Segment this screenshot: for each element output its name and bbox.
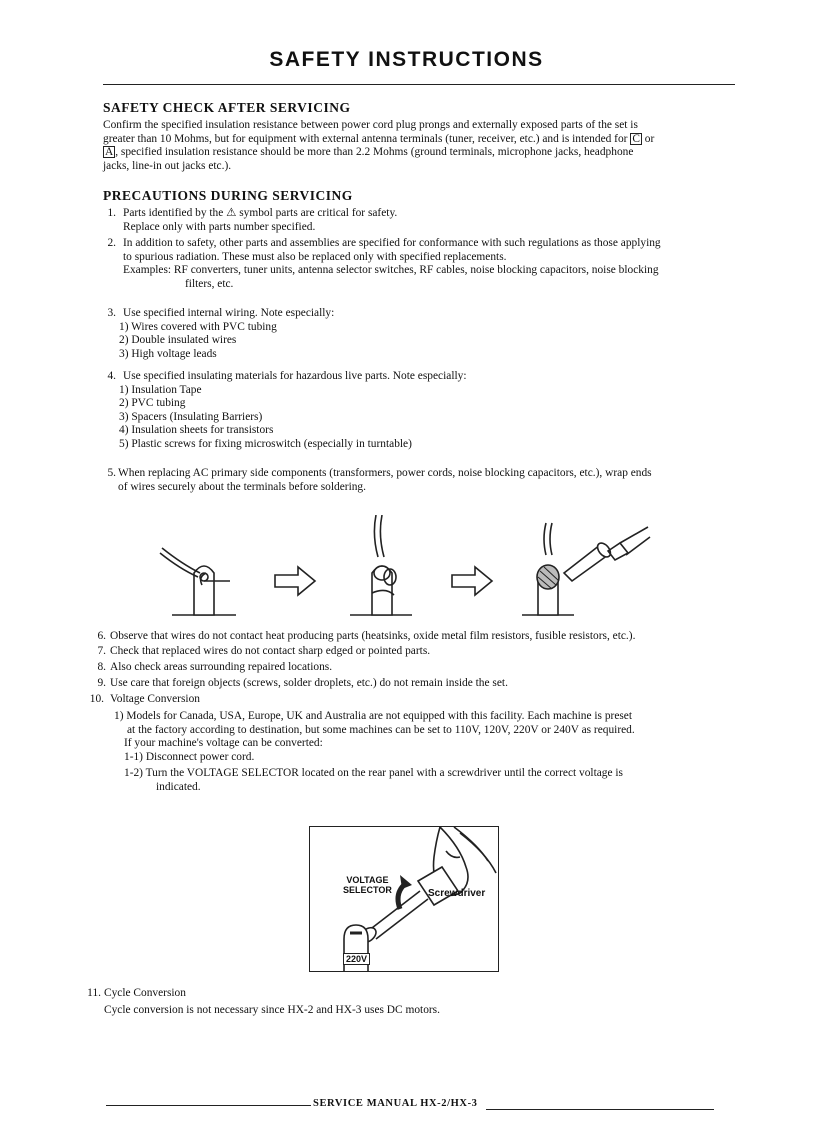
safety-line-4: jacks, line-in out jacks etc.).	[103, 159, 232, 172]
item-1-text-b: symbol parts are critical for safety.	[239, 207, 398, 219]
item-3-sub-3: 3) High voltage leads	[119, 347, 217, 360]
item-10-step-1: 1-1) Disconnect power cord.	[124, 750, 255, 763]
item-10-sub-1-line-2: at the factory according to destination, but some machines can be set to 110V, 120V, 220V or 240V as required.	[127, 723, 635, 736]
item-5-line-2: of wires securely about the terminals before soldering.	[118, 480, 366, 493]
arrow-right-icon	[452, 567, 492, 595]
item-4-num: 4.	[107, 370, 116, 382]
box-a: A	[105, 146, 114, 158]
item-5-num: 5.	[107, 467, 116, 479]
voltage-value-label: 220V	[343, 953, 370, 965]
terminal-stage-1	[160, 548, 236, 615]
terminal-stage-2	[350, 515, 412, 615]
wiring-illustration	[150, 515, 660, 625]
item-1	[123, 207, 743, 234]
footer-text: SERVICE MANUAL HX-2/HX-3	[313, 1098, 478, 1109]
item-10-step-2-line-1: 1-2) Turn the VOLTAGE SELECTOR located on the rear panel with a screwdriver until the correct voltage is	[124, 767, 623, 779]
safety-line-3-text: , specified insulation resistance should be more than 2.2 Mohms (ground terminals, microphone jacks, headphone	[115, 146, 634, 158]
item-3	[119, 307, 743, 361]
item-3-line-1: Use specified internal wiring. Note especially:	[123, 307, 335, 319]
terminal-stage-3	[522, 523, 650, 615]
or-text: or	[644, 132, 655, 145]
item-4-sub-4: 4) Insulation sheets for transistors	[119, 424, 274, 436]
voltage-selector-label	[343, 875, 392, 895]
screwdriver-label: Screwdriver	[428, 888, 486, 899]
title-rule	[103, 84, 735, 85]
item-4-sub-1: 1) Insulation Tape	[119, 383, 202, 396]
item-7-text: Check that replaced wires do not contact sharp edged or pointed parts.	[110, 645, 431, 657]
item-9-num: 9.	[97, 677, 106, 689]
item-11-num: 11.	[87, 987, 101, 999]
item-2-line-4: filters, etc.	[185, 277, 234, 290]
item-10-text: Voltage Conversion	[110, 693, 200, 705]
box-c: C	[632, 132, 640, 145]
voltage-selector-figure	[309, 826, 499, 972]
footer-rule-left	[106, 1105, 311, 1106]
item-2-num: 2.	[107, 237, 116, 249]
safety-line-3	[103, 146, 743, 160]
item-10-sub-1-line-1: 1) Models for Canada, USA, Europe, UK and Australia are not equipped with this facility. Each machine is preset	[114, 710, 633, 722]
item-11-text: Cycle Conversion	[104, 987, 186, 999]
safety-line-2-text: greater than 10 Mohms, but for equipment with external antenna terminals (tuner, receiver, etc.) and is intended for	[103, 132, 628, 145]
item-4-sub-5: 5) Plastic screws for fixing microswitch (especially in turntable)	[119, 437, 412, 450]
item-10-step-2-line-2: indicated.	[156, 780, 201, 793]
item-4	[119, 370, 743, 451]
item-9-text: Use care that foreign objects (screws, solder droplets, etc.) do not remain inside the set.	[110, 677, 508, 689]
footer-rule-right	[486, 1109, 714, 1110]
item-2-line-1: In addition to safety, other parts and assemblies are specified for conformance with such regulations as those applying	[123, 237, 661, 249]
item-1-text-a: Parts identified by the	[123, 207, 224, 219]
item-2	[123, 237, 748, 291]
safety-check-heading: SAFETY CHECK AFTER SERVICING	[103, 100, 351, 115]
item-4-sub-2: 2) PVC tubing	[119, 397, 186, 409]
safety-check-paragraph	[103, 119, 743, 173]
item-3-sub-1: 1) Wires covered with PVC tubing	[119, 320, 277, 333]
item-7-num: 7.	[97, 645, 106, 657]
item-5-line-1: When replacing AC primary side components (transformers, power cords, noise blocking capacitors, etc.), wrap ends	[118, 467, 652, 479]
voltage-selector-label-2: SELECTOR	[343, 885, 392, 895]
item-6-text: Observe that wires do not contact heat producing parts (heatsinks, oxide metal film resistors, fusible resistors, etc.).	[110, 630, 636, 642]
precautions-heading: PRECAUTIONS DURING SERVICING	[103, 188, 353, 203]
screwdriver-drawing	[310, 827, 498, 971]
item-5	[118, 467, 748, 494]
page-title: SAFETY INSTRUCTIONS	[269, 48, 544, 71]
item-1-line-2: Replace only with parts number specified.	[123, 220, 316, 233]
item-4-sub-3: 3) Spacers (Insulating Barriers)	[119, 410, 263, 423]
safety-line-1: Confirm the specified insulation resistance between power cord plug prongs and externally exposed parts of the set is	[103, 119, 638, 131]
warning-triangle-icon: ⚠	[226, 207, 237, 219]
voltage-selector-label-1: VOLTAGE	[346, 875, 389, 885]
item-10-sub-1-line-3: If your machine's voltage can be converted:	[124, 737, 323, 749]
item-10-num: 10.	[89, 693, 104, 705]
item-11-line-2: Cycle conversion is not necessary since HX-2 and HX-3 uses DC motors.	[104, 1004, 440, 1016]
item-6-num: 6.	[97, 630, 106, 642]
item-1-num: 1.	[107, 207, 116, 219]
item-2-line-2: to spurious radiation. These must also be replaced only with specified replacements.	[123, 250, 507, 263]
item-3-sub-2: 2) Double insulated wires	[119, 334, 237, 346]
item-4-line-1: Use specified insulating materials for hazardous live parts. Note especially:	[123, 370, 467, 382]
arrow-right-icon	[275, 567, 315, 595]
item-8-num: 8.	[97, 661, 106, 673]
item-8-text: Also check areas surrounding repaired locations.	[110, 661, 333, 673]
safety-line-2	[103, 133, 743, 147]
item-3-num: 3.	[107, 307, 116, 319]
item-2-line-3: Examples: RF converters, tuner units, antenna selector switches, RF cables, noise blocking capacitors, noise blocking	[123, 264, 659, 276]
item-10-sub-1	[114, 710, 744, 794]
